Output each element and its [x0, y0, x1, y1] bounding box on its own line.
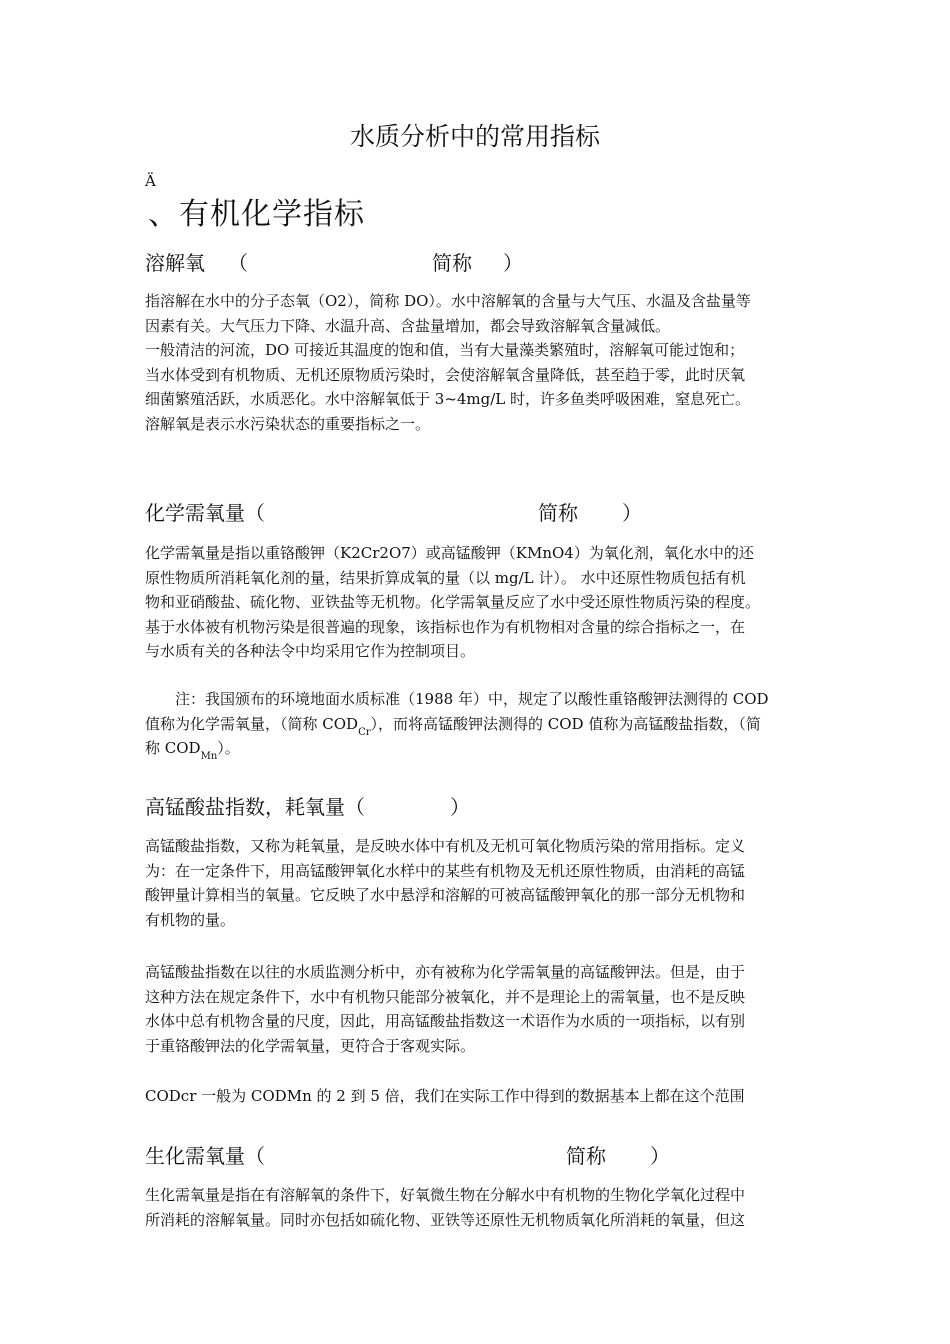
list-marker: Ä [145, 172, 156, 190]
note-line [145, 712, 810, 737]
paragraph-line: 化学需氧量是指以重铬酸钾（K2Cr2O7）或高锰酸钾（KMnO4）为氧化剂，氧化水中的还 [145, 544, 754, 562]
note-text: 值称为化学需氧量，（简称 COD [145, 714, 359, 733]
permanganate-paragraph-2 [145, 960, 810, 1058]
bod-paragraph [145, 1183, 810, 1232]
subscript-mn: Mn [200, 751, 218, 762]
note-text: ），而将高锰酸钾法测得的 COD 值称为高锰酸盐指数，（简 [370, 714, 761, 733]
note-text: ）。 [217, 739, 240, 757]
paragraph-line: 原性物质所消耗氧化剂的量，结果折算成氧的量（以 mg/L 计）。 水中还原性物质包括有机 [145, 568, 746, 587]
paragraph-line: 有机物的量。 [145, 910, 236, 929]
cod-short-label: 简称 [538, 501, 578, 525]
paragraph-line: 为：在一定条件下，用高锰酸钾氧化水样中的某些有机物及无机还原性物质，由消耗的高锰 [145, 861, 746, 880]
cod-ratio-note [145, 1084, 810, 1109]
paragraph-line: 水体中总有机物含量的尺度，因此，用高锰酸盐指数这一术语作为水质的一项指标，以有别 [145, 1012, 746, 1030]
section-heading: 、有机化学指标 [148, 197, 365, 232]
permanganate-heading: 高锰酸盐指数，耗氧量（ [145, 795, 365, 819]
paragraph-line: 溶解氧是表示水污染状态的重要指标之一。 [145, 414, 431, 433]
paragraph-line: 一般清洁的河流，DO 可接近其温度的饱和值，当有大量藻类繁殖时，溶解氧可能过饱和； [145, 341, 745, 359]
paragraph-line: CODcr 一般为 CODMn 的 2 到 5 倍，我们在实际工作中得到的数据基本上都在这个范围 [145, 1087, 745, 1105]
bod-heading: 生化需氧量（ [145, 1144, 265, 1168]
do-heading: 溶解氧 [145, 251, 205, 275]
paragraph-line: 当水体受到有机物质、无机还原物质污染时，会使溶解氧含量降低，甚至趋于零，此时厌氧 [145, 365, 746, 384]
paragraph-line: 指溶解在水中的分子态氧（O2），简称 DO）。水中溶解氧的含量与大气压、水温及含盐量等 [145, 292, 751, 310]
paragraph-line: 基于水体被有机物污染是很普遍的现象，该指标也作为有机物相对含量的综合指标之一，在 [145, 617, 746, 636]
paragraph-line: 所消耗的溶解氧量。同时亦包括如硫化物、亚铁等还原性无机物质氧化所消耗的氧量，但这 [145, 1210, 746, 1229]
paragraph-line: 生化需氧量是指在有溶解氧的条件下，好氧微生物在分解水中有机物的生物化学氧化过程中 [145, 1186, 746, 1204]
do-open-paren: （ [228, 251, 248, 275]
do-short-label: 简称 [432, 251, 472, 275]
note-line [145, 736, 810, 761]
paragraph-line: 因素有关。大气压力下降、水温升高、含盐量增加，都会导致溶解氧含量减低。 [145, 316, 671, 335]
document-title: 水质分析中的常用指标 [349, 122, 600, 151]
do-paragraph [145, 289, 810, 436]
permanganate-paragraph-1 [145, 834, 810, 932]
permanganate-close-paren: ） [450, 795, 470, 819]
cod-heading: 化学需氧量（ [145, 501, 265, 525]
bod-close-paren: ） [650, 1144, 670, 1168]
paragraph-line: 于重铬酸钾法的化学需氧量，更符合于客观实际。 [145, 1036, 476, 1055]
do-close-paren: ） [503, 251, 523, 275]
paragraph-line: 细菌繁殖活跃，水质恶化。水中溶解氧低于 3~4mg/L 时，许多鱼类呼吸困难，窒息死亡。 [145, 390, 751, 408]
paragraph-line: 高锰酸盐指数，又称为耗氧量，是反映水体中有机及无机可氧化物质污染的常用指标。定义 [145, 837, 746, 855]
cod-note [145, 687, 810, 761]
note-text: 称 COD [145, 739, 201, 757]
paragraph-line: 与水质有关的各种法令中均采用它作为控制项目。 [145, 642, 476, 660]
cod-paragraph [145, 541, 810, 664]
paragraph-line: 酸钾量计算相当的氧量。它反映了水中悬浮和溶解的可被高锰酸钾氧化的那一部分无机物和 [145, 886, 746, 904]
paragraph-line: 这种方法在规定条件下，水中有机物只能部分被氧化，并不是理论上的需氧量，也不是反映 [145, 987, 746, 1006]
paragraph-line: 高锰酸盐指数在以往的水质监测分析中，亦有被称为化学需氧量的高锰酸钾法。但是，由于 [145, 963, 746, 981]
bod-short-label: 简称 [566, 1144, 606, 1168]
note-line: 注：我国颁布的环境地面水质标准（1988 年）中，规定了以酸性重铬酸钾法测得的 COD [175, 690, 769, 708]
cod-close-paren: ） [622, 501, 642, 525]
paragraph-line: 物和亚硝酸盐、硫化物、亚铁盐等无机物。化学需氧量反应了水中受还原性物质污染的程度。 [145, 593, 761, 611]
subscript-cr: Cr [358, 726, 371, 738]
